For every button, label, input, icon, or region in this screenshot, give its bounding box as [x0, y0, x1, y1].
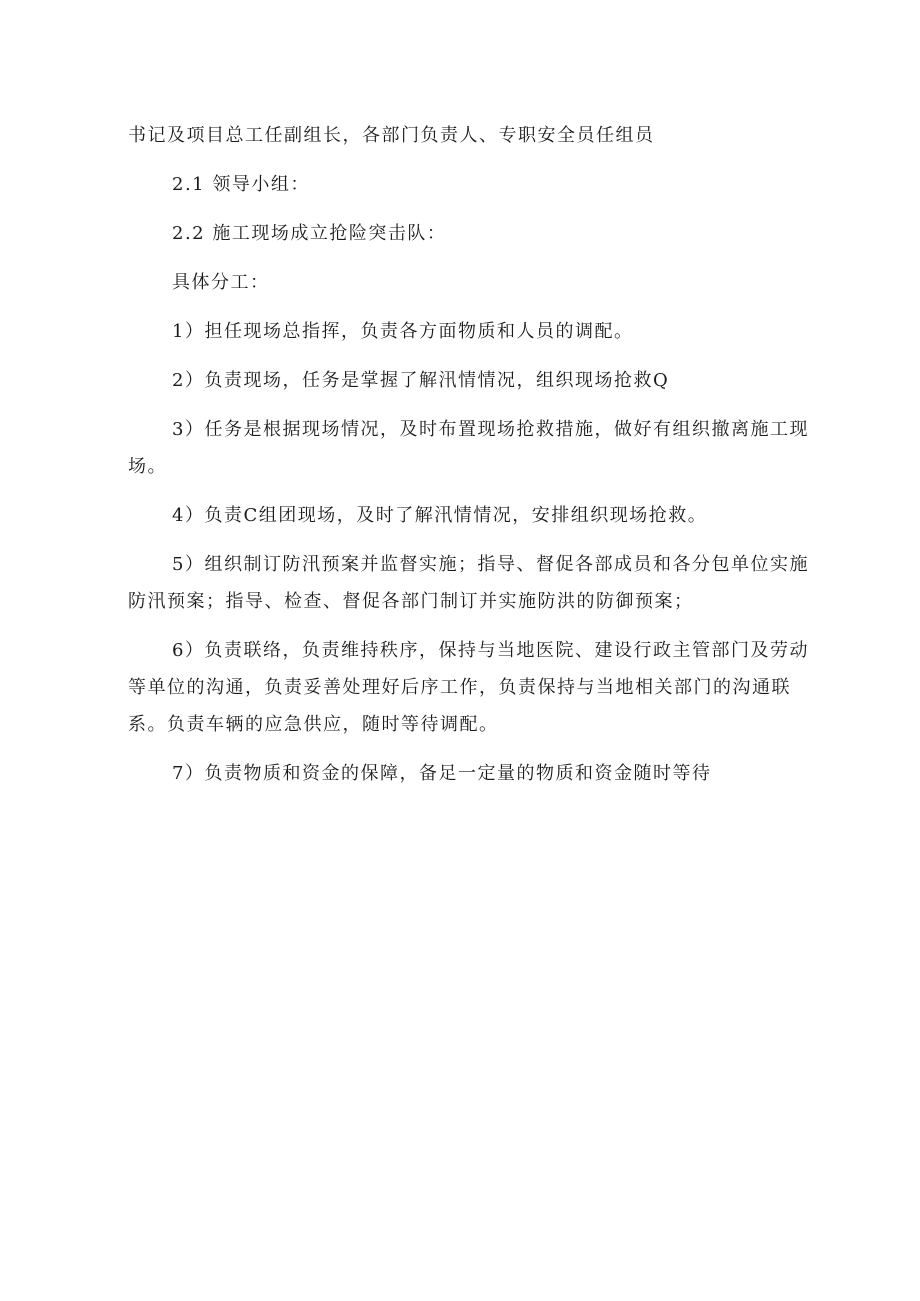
paragraph-3: 具体分工： [172, 272, 270, 293]
paragraph-10: 7）负责物质和资金的保障，备足一定量的物质和资金随时等待 [172, 763, 712, 784]
paragraph-0: 书记及项目总工任副组长，各部门负责人、专职安全员任组员 [128, 125, 655, 146]
paragraph-1: 2.1 领导小组： [172, 174, 310, 195]
paragraph-8: 5）组织制订防汛预案并监督实施；指导、督促各部成员和各分包单位实施防汛预案；指导、检查、督促各部门制订并实施防洪的防御预案； [128, 554, 809, 612]
paragraph-5: 2）负责现场，任务是掌握了解汛情情况，组织现场抢救Q [172, 370, 670, 391]
paragraph-6: 3）任务是根据现场情况，及时布置现场抢救措施，做好有组织撤离施工现场。 [128, 419, 809, 477]
paragraph-9: 6）负责联络，负责维持秩序，保持与当地医院、建设行政主管部门及劳动等单位的沟通，负责妥善处理好后序工作，负责保持与当地相关部门的沟通联系。负责车辆的应急供应，随时等待调配。 [128, 640, 809, 735]
document-body [128, 117, 828, 804]
paragraph-7: 4）负责C组团现场，及时了解汛情情况，安排组织现场抢救。 [172, 505, 708, 526]
paragraph-2: 2.2 施工现场成立抢险突击队： [172, 223, 447, 244]
paragraph-4: 1）担任现场总指挥，负责各方面物质和人员的调配。 [172, 321, 634, 342]
